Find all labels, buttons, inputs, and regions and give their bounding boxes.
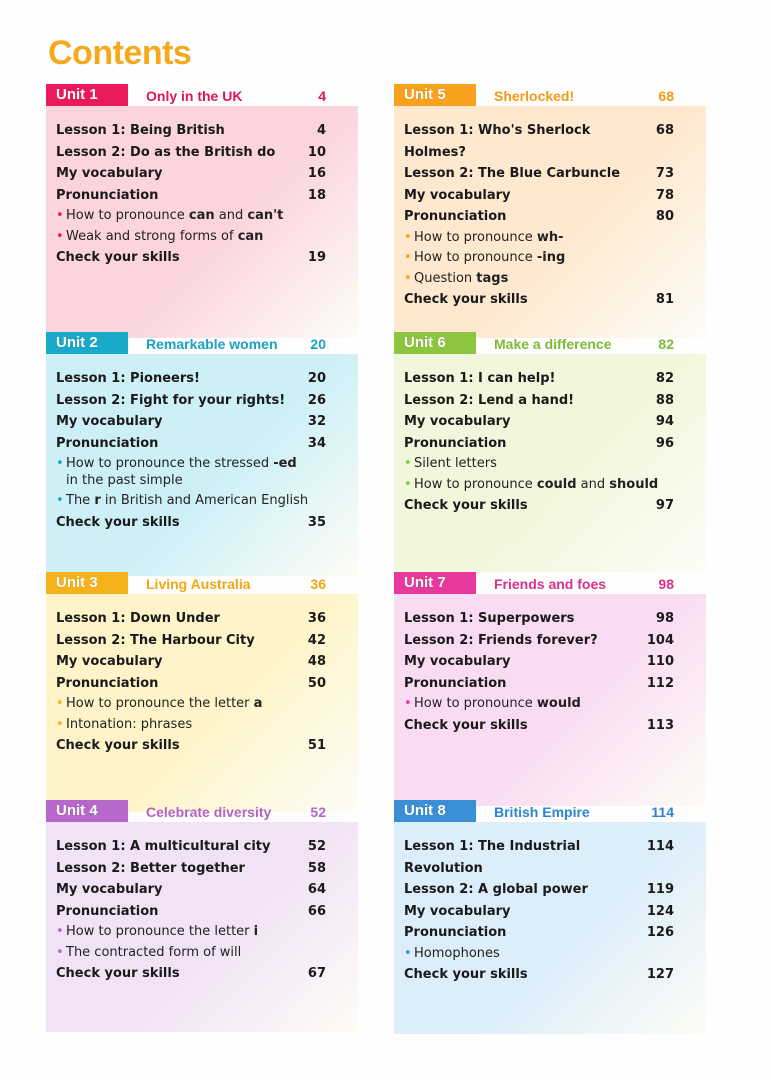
lesson-label: My vocabulary	[56, 882, 163, 897]
lesson-page: 66	[307, 903, 326, 919]
plain-text: Question	[414, 270, 477, 286]
plain-text: Homophones	[414, 945, 500, 961]
plain-text: How to pronounce	[414, 476, 537, 492]
unit-title[interactable]: Celebrate diversity	[146, 804, 272, 820]
lesson-page: 16	[307, 166, 326, 181]
lesson-row[interactable]	[404, 120, 694, 163]
unit-title[interactable]: Remarkable women	[146, 336, 278, 352]
lesson-label: Lesson 2: The Blue Carbuncle	[404, 166, 621, 181]
pronunciation-item	[56, 715, 346, 736]
unit-section-6	[394, 332, 706, 572]
unit-header	[394, 84, 706, 108]
pronunciation-text	[414, 248, 565, 269]
unit-tag: Unit 4	[46, 800, 128, 822]
check-skills-row[interactable]	[56, 512, 346, 534]
emphasis-text: can't	[247, 208, 284, 223]
lesson-label: Pronunciation	[56, 675, 159, 691]
check-skills-row[interactable]	[56, 963, 346, 985]
lesson-page: 58	[307, 860, 326, 876]
lesson-row[interactable]	[56, 858, 346, 880]
unit-tag: Unit 1	[46, 84, 128, 106]
lesson-label: My vocabulary	[404, 414, 511, 429]
check-skills-page: 97	[655, 498, 674, 513]
unit-header	[46, 572, 358, 596]
lesson-label: Lesson 2: Do as the British do	[56, 144, 276, 160]
unit-header	[394, 572, 706, 596]
unit-tag: Unit 7	[394, 572, 476, 594]
pronunciation-text	[414, 454, 497, 475]
lesson-label: My vocabulary	[404, 903, 511, 919]
check-skills-page: 19	[307, 250, 326, 265]
lesson-row[interactable]	[56, 411, 346, 433]
lesson-row[interactable]	[56, 185, 346, 207]
lesson-row[interactable]	[404, 901, 694, 923]
plain-text: How to pronounce	[66, 208, 189, 223]
lesson-page: 110	[646, 654, 674, 669]
pronunciation-text	[414, 269, 508, 290]
unit-page-number: 4	[318, 88, 326, 104]
lesson-row[interactable]	[56, 836, 346, 858]
check-skills-row[interactable]	[56, 735, 346, 757]
lesson-row[interactable]	[56, 390, 346, 412]
unit-section-8	[394, 800, 706, 1034]
lesson-label: Lesson 1: A multicultural city	[56, 839, 271, 854]
lesson-label: Lesson 1: Superpowers	[404, 611, 575, 626]
pronunciation-text	[414, 944, 500, 965]
unit-lessons-box	[46, 822, 358, 1032]
check-skills-page: 81	[655, 292, 674, 307]
lesson-row[interactable]	[56, 901, 346, 923]
bullet-icon: •	[56, 924, 64, 939]
check-skills-row[interactable]	[404, 715, 694, 737]
plain-text: in the past simple	[66, 472, 183, 488]
plain-text: The	[66, 493, 95, 508]
check-skills-row[interactable]	[404, 289, 694, 311]
emphasis-text: would	[536, 696, 581, 711]
plain-text: How to pronounce the letter	[66, 924, 254, 939]
lesson-page: 42	[307, 632, 326, 648]
pronunciation-item	[56, 227, 346, 248]
lesson-row[interactable]	[56, 651, 346, 673]
lesson-label: Lesson 1: Down Under	[56, 611, 220, 626]
unit-header	[394, 800, 706, 824]
lesson-page: 94	[655, 414, 674, 429]
lesson-label: Lesson 1: Pioneers!	[56, 371, 200, 386]
lesson-label: Lesson 2: The Harbour City	[56, 632, 255, 648]
lesson-row[interactable]	[404, 608, 694, 630]
lesson-label: Lesson 2: Lend a hand!	[404, 392, 575, 408]
check-skills-label: Check your skills	[404, 717, 528, 733]
unit-lessons-box	[46, 594, 358, 812]
lesson-label: My vocabulary	[56, 414, 163, 429]
lesson-page: 64	[307, 882, 326, 897]
lesson-page: 124	[646, 903, 674, 919]
lesson-label: Pronunciation	[404, 435, 507, 451]
unit-title[interactable]: Friends and foes	[494, 576, 607, 592]
emphasis-text: can	[188, 208, 215, 223]
pronunciation-text	[66, 227, 263, 248]
check-skills-page: 51	[307, 738, 326, 753]
plain-text: How to pronounce the letter	[66, 696, 254, 711]
lesson-label: My vocabulary	[56, 654, 163, 669]
check-skills-label: Check your skills	[56, 738, 180, 753]
lesson-page: 119	[646, 882, 674, 897]
unit-lessons-box	[46, 106, 358, 338]
unit-section-4	[46, 800, 358, 1032]
unit-title[interactable]: Sherlocked!	[494, 88, 575, 104]
pronunciation-text	[66, 922, 258, 943]
bullet-icon: •	[56, 696, 64, 711]
lesson-row[interactable]	[404, 673, 694, 695]
lesson-label: My vocabulary	[56, 166, 163, 181]
unit-lessons-box	[394, 106, 706, 338]
unit-section-5	[394, 84, 706, 338]
page-title: Contents	[48, 34, 192, 72]
check-skills-label: Check your skills	[56, 966, 180, 981]
unit-page-number: 114	[651, 804, 674, 820]
emphasis-text: -ed	[273, 456, 297, 471]
plain-text: The contracted form of will	[66, 944, 242, 960]
unit-tag: Unit 2	[46, 332, 128, 354]
unit-tag: Unit 6	[394, 332, 476, 354]
plain-text: Weak and strong forms of	[66, 228, 238, 244]
unit-page-number: 98	[658, 576, 674, 592]
lesson-page: 50	[307, 675, 326, 691]
unit-header	[394, 332, 706, 356]
lesson-page: 52	[307, 839, 326, 854]
emphasis-text: a	[253, 696, 263, 711]
lesson-label: Pronunciation	[56, 903, 159, 919]
lesson-page: 26	[307, 392, 326, 408]
lesson-page: 18	[307, 187, 326, 203]
lesson-row[interactable]	[56, 368, 346, 390]
bullet-icon: •	[56, 944, 64, 960]
bullet-icon: •	[404, 270, 412, 286]
unit-section-1	[46, 84, 358, 338]
lesson-row[interactable]	[404, 206, 694, 228]
lesson-label: Lesson 1: Being British	[56, 123, 225, 138]
pronunciation-text	[414, 475, 658, 496]
bullet-icon: •	[56, 493, 64, 508]
unit-title[interactable]: Living Australia	[146, 576, 251, 592]
plain-text: Silent letters	[414, 456, 497, 471]
bullet-icon: •	[404, 476, 412, 492]
lesson-page: 126	[646, 925, 674, 940]
unit-lessons-box	[394, 822, 706, 1034]
pronunciation-item	[404, 269, 694, 290]
check-skills-page: 67	[307, 966, 326, 981]
lesson-label: Pronunciation	[404, 209, 507, 224]
lesson-label: Lesson 2: Better together	[56, 860, 245, 876]
unit-section-3	[46, 572, 358, 812]
unit-header	[46, 800, 358, 824]
plain-text: in British and American English	[100, 493, 309, 508]
pronunciation-text	[414, 228, 564, 249]
check-skills-row[interactable]	[56, 247, 346, 269]
lesson-row[interactable]	[404, 390, 694, 412]
pronunciation-text	[66, 694, 262, 715]
lesson-row[interactable]	[56, 142, 346, 164]
pronunciation-text	[414, 694, 581, 715]
emphasis-text: can	[237, 228, 264, 244]
lesson-label: Lesson 1: The Industrial Revolution	[404, 839, 581, 876]
lesson-row[interactable]	[56, 630, 346, 652]
lesson-row[interactable]	[404, 433, 694, 455]
bullet-icon: •	[404, 945, 412, 961]
unit-section-2	[46, 332, 358, 576]
check-skills-row[interactable]	[404, 964, 694, 986]
lesson-label: Lesson 1: I can help!	[404, 371, 556, 386]
unit-tag: Unit 3	[46, 572, 128, 594]
lesson-page: 73	[655, 166, 674, 181]
lesson-label: Lesson 2: A global power	[404, 882, 588, 897]
bullet-icon: •	[56, 208, 64, 223]
lesson-row[interactable]	[56, 163, 346, 185]
pronunciation-item	[56, 694, 346, 715]
unit-page-number: 20	[310, 336, 326, 352]
lesson-page: 20	[307, 371, 326, 386]
lesson-page: 78	[655, 187, 674, 203]
unit-lessons-box	[394, 354, 706, 572]
lesson-label: My vocabulary	[404, 654, 511, 669]
pronunciation-item	[404, 454, 694, 475]
bullet-icon: •	[404, 250, 412, 265]
pronunciation-text	[66, 206, 283, 227]
lesson-page: 10	[307, 144, 326, 160]
plain-text: How to pronounce the stressed	[66, 456, 274, 471]
lesson-label: Pronunciation	[56, 435, 159, 451]
emphasis-text: tags	[476, 270, 509, 286]
pronunciation-text	[66, 715, 192, 736]
unit-header	[46, 332, 358, 356]
lesson-page: 96	[655, 435, 674, 451]
pronunciation-item	[56, 491, 346, 512]
lesson-page: 80	[655, 209, 674, 224]
lesson-page: 114	[646, 839, 674, 854]
lesson-label: Lesson 2: Fight for your rights!	[56, 392, 286, 408]
emphasis-text: -ing	[536, 250, 566, 265]
check-skills-label: Check your skills	[56, 514, 180, 530]
lesson-label: Lesson 1: Who's Sherlock Holmes?	[404, 123, 591, 160]
lesson-page: 48	[307, 654, 326, 669]
plain-text: Intonation: phrases	[66, 716, 193, 732]
unit-page-number: 36	[310, 576, 326, 592]
lesson-row[interactable]	[56, 608, 346, 630]
unit-section-7	[394, 572, 706, 806]
unit-header	[46, 84, 358, 108]
emphasis-text: i	[253, 924, 259, 939]
pronunciation-text	[66, 943, 241, 964]
emphasis-text: r	[94, 493, 101, 508]
emphasis-text: should	[609, 476, 659, 492]
plain-text: How to pronounce	[414, 229, 537, 245]
lesson-page: 36	[307, 611, 326, 626]
unit-page-number: 52	[310, 804, 326, 820]
lesson-page: 112	[646, 675, 674, 691]
plain-text: and	[576, 476, 610, 492]
check-skills-row[interactable]	[404, 495, 694, 517]
plain-text: How to pronounce	[414, 696, 537, 711]
emphasis-text: wh-	[536, 229, 564, 245]
bullet-icon: •	[404, 456, 412, 471]
lesson-label: Pronunciation	[56, 187, 159, 203]
lesson-page: 88	[655, 392, 674, 408]
pronunciation-item	[404, 475, 694, 496]
unit-page-number: 68	[658, 88, 674, 104]
check-skills-label: Check your skills	[404, 292, 528, 307]
bullet-icon: •	[404, 696, 412, 711]
unit-title[interactable]: Only in the UK	[146, 88, 243, 104]
plain-text: How to pronounce	[414, 250, 537, 265]
lesson-label: Pronunciation	[404, 675, 507, 691]
unit-title[interactable]: Make a difference	[494, 336, 612, 352]
lesson-row[interactable]	[404, 185, 694, 207]
lesson-label: Lesson 2: Friends forever?	[404, 632, 598, 648]
lesson-row[interactable]	[404, 368, 694, 390]
lesson-label: My vocabulary	[404, 187, 511, 203]
plain-text: and	[214, 208, 248, 223]
pronunciation-item	[56, 454, 346, 491]
pronunciation-item	[56, 206, 346, 227]
pronunciation-item	[404, 248, 694, 269]
lesson-label: Pronunciation	[404, 925, 507, 940]
lesson-row[interactable]	[404, 879, 694, 901]
emphasis-text: could	[536, 476, 577, 492]
pronunciation-item	[404, 228, 694, 249]
check-skills-label: Check your skills	[404, 967, 528, 982]
pronunciation-text	[66, 491, 308, 512]
lesson-row[interactable]	[404, 836, 694, 879]
unit-title[interactable]: British Empire	[494, 804, 590, 820]
unit-tag: Unit 8	[394, 800, 476, 822]
check-skills-page: 127	[646, 967, 674, 982]
lesson-row[interactable]	[404, 630, 694, 652]
pronunciation-item	[56, 922, 346, 943]
bullet-icon: •	[56, 456, 64, 471]
lesson-page: 68	[655, 123, 674, 138]
lesson-page: 104	[646, 632, 674, 648]
bullet-icon: •	[404, 229, 412, 245]
lesson-page: 34	[307, 435, 326, 451]
lesson-row[interactable]	[404, 411, 694, 433]
unit-page-number: 82	[658, 336, 674, 352]
bullet-icon: •	[56, 228, 64, 244]
check-skills-page: 35	[307, 514, 326, 530]
lesson-page: 98	[655, 611, 674, 626]
unit-tag: Unit 5	[394, 84, 476, 106]
lesson-page: 32	[307, 414, 326, 429]
check-skills-label: Check your skills	[404, 498, 528, 513]
check-skills-page: 113	[646, 717, 674, 733]
lesson-row[interactable]	[404, 163, 694, 185]
lesson-page: 82	[655, 371, 674, 386]
lesson-row[interactable]	[404, 922, 694, 944]
pronunciation-text	[66, 456, 297, 489]
lesson-row[interactable]	[56, 433, 346, 455]
pronunciation-item	[404, 694, 694, 715]
pronunciation-item	[404, 944, 694, 965]
lesson-row[interactable]	[404, 651, 694, 673]
lesson-row[interactable]	[56, 120, 346, 142]
unit-lessons-box	[46, 354, 358, 576]
unit-lessons-box	[394, 594, 706, 806]
lesson-page: 4	[316, 123, 326, 138]
lesson-row[interactable]	[56, 879, 346, 901]
lesson-row[interactable]	[56, 673, 346, 695]
check-skills-label: Check your skills	[56, 250, 180, 265]
pronunciation-item	[56, 943, 346, 964]
bullet-icon: •	[56, 716, 64, 732]
